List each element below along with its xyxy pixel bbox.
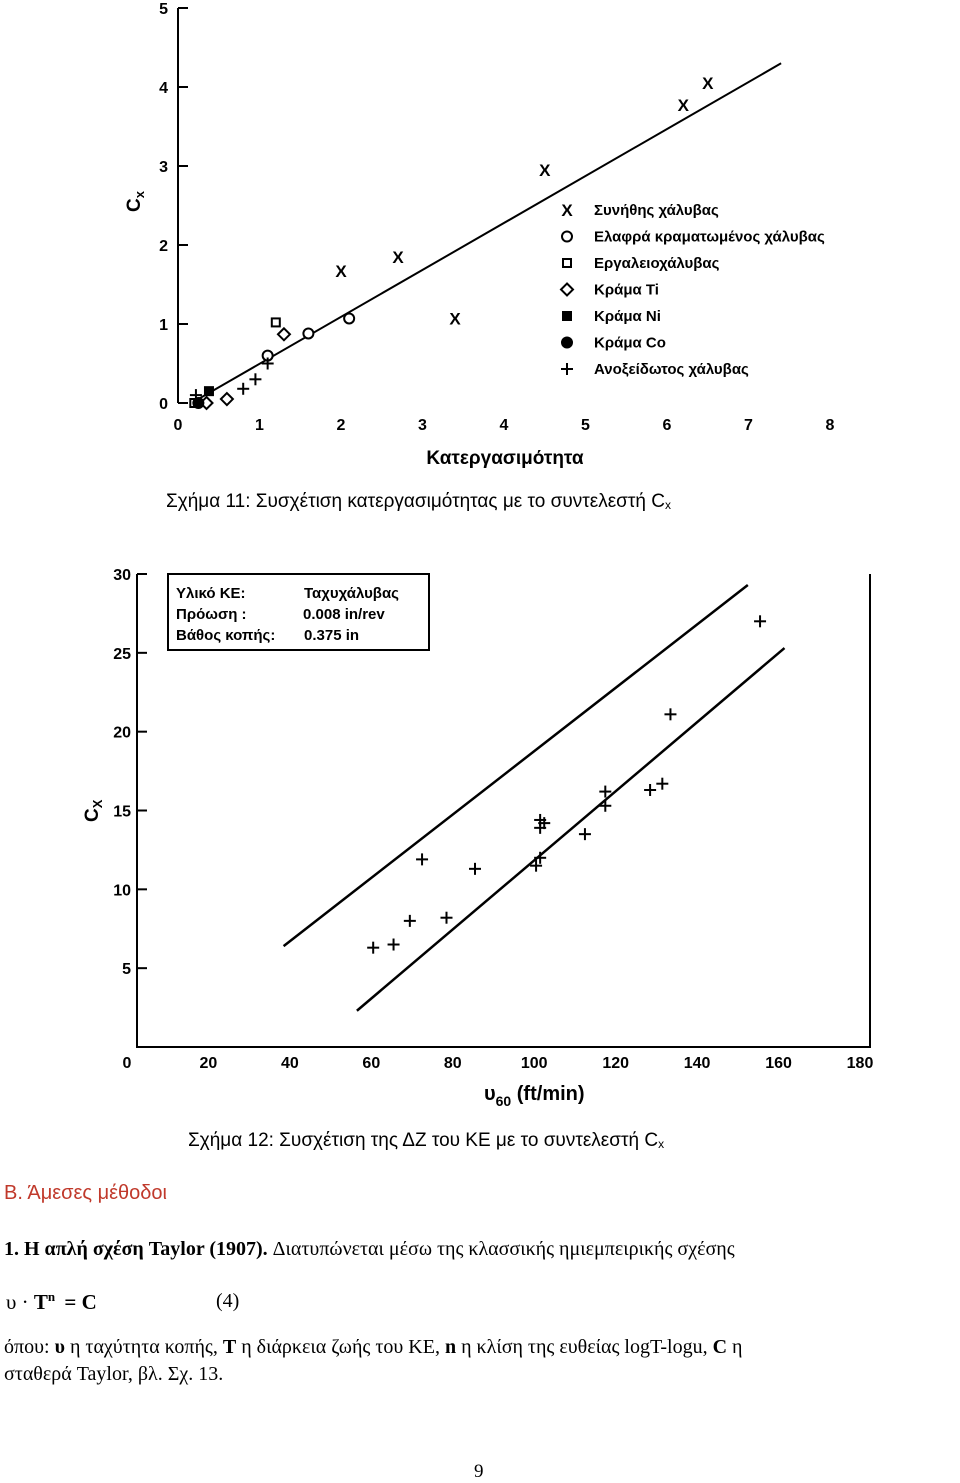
data-point-s0-3: X [539, 160, 551, 180]
legend-label-4: Κράμα Ni [594, 308, 661, 325]
y-tick-label: 2 [159, 238, 168, 255]
data-point-s4-0 [204, 386, 214, 396]
x-tick-label: 120 [602, 1055, 630, 1072]
x-axis-label [484, 1083, 585, 1109]
where-g: η κλίση της ευθείας logT-logu, [456, 1336, 713, 1358]
y-tick-label: 25 [113, 645, 131, 663]
data-point-17 [754, 615, 766, 627]
data-point-s0-1: X [392, 247, 404, 267]
figure-11-chart [0, 0, 960, 480]
info-box-label-2: Βάθος κοπής: [176, 627, 276, 644]
x-tick-label: 160 [765, 1055, 792, 1072]
x-tick-label: 0 [122, 1055, 132, 1072]
data-point-s0-2: X [449, 309, 461, 329]
y-axis-label-sub: x [132, 191, 147, 199]
eq-rest: = C [64, 1290, 97, 1314]
where-line-1 [4, 1336, 742, 1359]
info-box-value-0: Ταχυχάλυβας [304, 585, 399, 602]
eq-n: n [47, 1289, 56, 1304]
data-point-1 [388, 939, 400, 951]
x-tick-label: 8 [825, 417, 835, 434]
legend-label-6: Ανοξείδωτος χάλυβας [594, 361, 749, 378]
data-point-16 [664, 708, 676, 720]
data-point-s6-1 [237, 383, 249, 395]
eq-dot: · [21, 1290, 29, 1314]
legend-marker-5 [562, 337, 573, 348]
data-point-s3-2 [278, 328, 290, 340]
figure-12-chart [0, 540, 960, 1120]
data-point-s2-0 [272, 318, 280, 326]
x-axis-label-sub: 60 [495, 1093, 512, 1109]
figure-11-caption-text: Σχήμα 11: Συσχέτιση κατεργασιμότητας με το συντελεστή C [166, 491, 665, 512]
y-axis-label [82, 799, 105, 822]
legend-label-3: Κράμα Ti [594, 281, 659, 299]
data-point-s6-2 [249, 373, 261, 385]
data-point-s0-5: X [702, 74, 714, 94]
y-axis-label-main: C [82, 808, 103, 822]
where-d: T [222, 1336, 237, 1358]
legend-marker-4 [562, 311, 572, 321]
x-axis-label-unit: (ft/min) [511, 1083, 585, 1105]
x-tick-label: 100 [520, 1055, 548, 1072]
data-point-14 [644, 784, 656, 796]
x-tick-label: 180 [846, 1055, 874, 1072]
data-point-s1-2 [344, 313, 354, 323]
where-h: C [712, 1336, 728, 1358]
y-tick-label: 20 [113, 724, 131, 742]
legend-label-5: Κράμα Co [594, 334, 666, 352]
figure-12-caption-sub: x [658, 1137, 665, 1151]
y-tick-label: 1 [159, 317, 168, 334]
y-tick-label: 15 [113, 803, 131, 821]
x-tick-label: 6 [662, 417, 672, 434]
info-box-value-1: 0.008 in/rev [303, 606, 385, 623]
where-a: όπου: [4, 1336, 55, 1358]
y-axis-label-sub: X [90, 799, 105, 809]
data-point-2 [404, 915, 416, 927]
y-tick-label: 5 [159, 1, 168, 18]
figure-11-caption [166, 491, 671, 513]
legend-label-0: Συνήθης χάλυβας [594, 202, 719, 219]
x-tick-label: 7 [744, 417, 753, 434]
x-tick-label: 5 [581, 417, 590, 434]
y-tick-label: 5 [122, 961, 131, 979]
where-f: n [444, 1336, 457, 1358]
x-tick-label: 0 [173, 417, 183, 434]
page-number: 9 [474, 1461, 484, 1482]
section-heading: Β. Άμεσες μέθοδοι [4, 1182, 167, 1204]
x-tick-label: 2 [336, 417, 346, 434]
data-point-15 [656, 778, 668, 790]
taylor-item-title: 1. Η απλή σχέση Taylor (1907). [4, 1238, 268, 1260]
x-tick-label: 4 [499, 417, 509, 434]
y-tick-label: 10 [113, 882, 131, 900]
taylor-equation [6, 1289, 97, 1315]
y-tick-label: 30 [113, 567, 131, 584]
legend-marker-3 [561, 284, 573, 296]
legend-marker-0: X [561, 201, 573, 220]
bound-line-1 [357, 648, 785, 1011]
data-point-s5-0 [193, 398, 204, 409]
where-line-2: σταθερά Taylor, βλ. Σχ. 13. [4, 1363, 224, 1385]
legend-marker-2 [563, 259, 571, 267]
x-tick-label: 40 [280, 1055, 299, 1072]
x-axis-label-main: υ [484, 1083, 496, 1105]
legend-label-1: Ελαφρά κραματωμένος χάλυβας [594, 228, 825, 246]
y-axis-label-main: C [124, 198, 145, 212]
x-tick-label: 20 [199, 1055, 218, 1072]
eq-v: υ [6, 1290, 17, 1314]
info-box-value-2: 0.375 in [304, 627, 360, 644]
info-box-label-1: Πρόωση : [176, 606, 247, 623]
figure-11-caption-sub: x [664, 498, 671, 512]
y-axis-label [124, 190, 147, 212]
x-tick-label: 140 [683, 1055, 711, 1072]
where-b: υ [54, 1336, 65, 1358]
data-point-s3-1 [221, 393, 233, 405]
legend-marker-6 [561, 363, 573, 375]
eq-T: T [33, 1290, 48, 1314]
equation-number: (4) [216, 1290, 240, 1312]
data-point-4 [440, 912, 452, 924]
taylor-item-text: Διατυπώνεται μέσω της κλασσικής ημιεμπειρικής σχέσης [267, 1238, 735, 1260]
legend-label-2: Εργαλειοχάλυβας [594, 255, 720, 272]
where-c: η ταχύτητα κοπής, [64, 1336, 223, 1358]
x-tick-label: 3 [418, 417, 427, 434]
data-point-5 [469, 863, 481, 875]
data-point-s1-1 [303, 328, 313, 338]
x-tick-label: 60 [362, 1055, 381, 1072]
y-tick-label: 4 [159, 80, 168, 97]
y-tick-label: 3 [159, 159, 168, 176]
data-point-11 [579, 828, 591, 840]
data-point-0 [367, 942, 379, 954]
legend-marker-1 [562, 232, 572, 242]
data-point-s0-4: X [677, 96, 689, 116]
taylor-paragraph [4, 1238, 735, 1261]
data-point-s0-0: X [335, 262, 347, 282]
figure-12-caption [188, 1130, 664, 1152]
data-point-12 [599, 800, 611, 812]
x-axis-label: Κατεργασιμότητα [426, 448, 584, 469]
y-tick-label: 0 [159, 396, 168, 413]
figure-12-caption-text: Σχήμα 12: Συσχέτιση της ΔΖ του ΚΕ με το συντελεστή C [188, 1130, 659, 1151]
where-e: η διάρκεια ζωής του ΚΕ, [236, 1336, 445, 1358]
x-tick-label: 80 [443, 1055, 462, 1072]
info-box-label-0: Υλικό ΚΕ: [176, 585, 246, 602]
where-i: η [727, 1336, 743, 1358]
data-point-3 [416, 853, 428, 865]
x-tick-label: 1 [255, 417, 264, 434]
